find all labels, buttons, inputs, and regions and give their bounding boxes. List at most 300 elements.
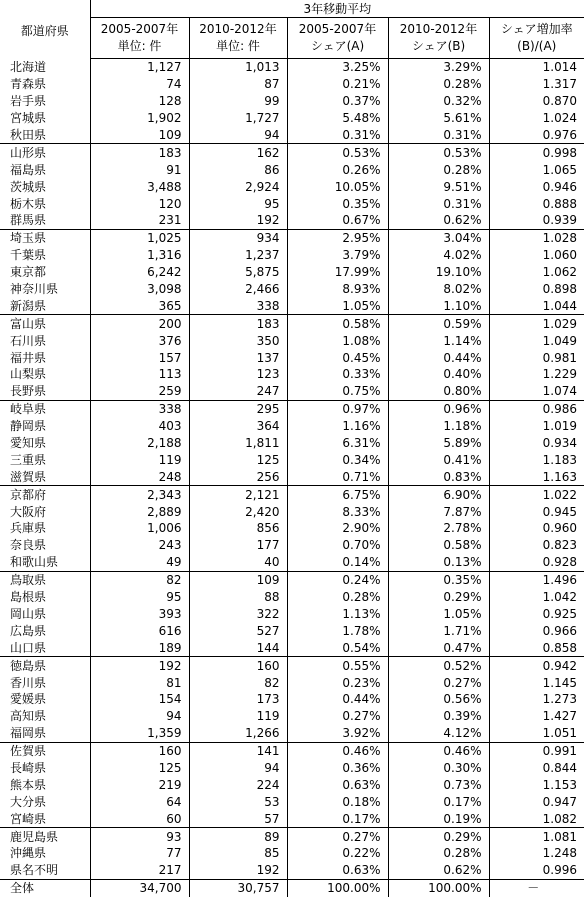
share-ratio-cell: 0.945 <box>542 504 578 519</box>
count-2005-cell: 338 <box>90 400 189 417</box>
count-2005-cell: 393 <box>90 606 189 623</box>
prefecture-cell: 富山県 <box>0 315 90 332</box>
count-2005-cell: 109 <box>90 127 189 144</box>
table-row <box>0 776 584 793</box>
share-a-cell: 0.46% <box>287 742 388 759</box>
share-ratio-cell: 1.065 <box>542 162 578 177</box>
count-2010-cell: 57 <box>189 810 287 827</box>
count-2005-cell: 113 <box>90 366 189 383</box>
table-row <box>0 332 584 349</box>
share-ratio-cell: 1.081 <box>542 829 578 844</box>
share-a-cell: 0.70% <box>287 537 388 554</box>
share-ratio-cell: 0.966 <box>542 623 578 638</box>
count-2010-cell: 192 <box>189 212 287 229</box>
share-a-cell: 6.31% <box>287 435 388 452</box>
share-ratio-cell: 0.960 <box>542 521 578 536</box>
share-ratio-cell: 0.934 <box>542 436 578 451</box>
share-ratio-cell: 1.060 <box>542 248 578 263</box>
share-ratio-cell: 0.986 <box>542 402 578 417</box>
prefecture-cell: 宮崎県 <box>0 810 90 827</box>
share-b-cell: 0.40% <box>388 366 489 383</box>
share-a-cell: 8.93% <box>287 281 388 298</box>
share-a-cell: 0.27% <box>287 708 388 725</box>
table-row <box>0 537 584 554</box>
share-b-cell: 0.56% <box>388 691 489 708</box>
table-row <box>0 315 584 332</box>
count-2010-cell: 87 <box>189 76 287 93</box>
share-a-cell: 0.18% <box>287 793 388 810</box>
share-a-cell: 3.92% <box>287 725 388 742</box>
count-2005-cell: 119 <box>90 451 189 468</box>
share-a-cell: 0.28% <box>287 589 388 606</box>
share-ratio-cell: 1.028 <box>542 231 578 246</box>
share-b-cell: 1.18% <box>388 418 489 435</box>
count-2005-cell: 376 <box>90 332 189 349</box>
table-row <box>0 127 584 144</box>
table-row <box>0 297 584 314</box>
share-b-cell: 1.10% <box>388 297 489 314</box>
table-row <box>0 110 584 127</box>
share-ratio-cell: 0.823 <box>542 538 578 553</box>
count-2010-cell: 137 <box>189 349 287 366</box>
share-a-cell: 0.97% <box>287 400 388 417</box>
share-b-cell: 0.28% <box>388 845 489 862</box>
count-2010-cell: 144 <box>189 639 287 656</box>
prefecture-cell: 静岡県 <box>0 418 90 435</box>
count-2010-cell: 350 <box>189 332 287 349</box>
share-ratio-cell: 0.991 <box>542 744 578 759</box>
share-a-cell: 0.36% <box>287 760 388 777</box>
share-a-cell: 1.05% <box>287 297 388 314</box>
header-col-share-ratio-line1: シェア増加率 <box>500 22 573 36</box>
share-ratio-cell: 1.183 <box>542 452 578 467</box>
share-b-cell: 0.39% <box>388 708 489 725</box>
share-b-cell: 5.61% <box>388 110 489 127</box>
prefecture-cell: 長崎県 <box>0 760 90 777</box>
share-ratio-cell: 1.044 <box>489 297 584 314</box>
share-a-cell: 0.22% <box>287 845 388 862</box>
prefecture-cell: 新潟県 <box>0 297 90 314</box>
prefecture-cell: 京都府 <box>0 486 90 503</box>
share-ratio-cell: 0.870 <box>542 94 578 109</box>
prefecture-cell: 奈良県 <box>0 537 90 554</box>
count-2005-cell: 192 <box>90 657 189 674</box>
share-b-cell: 0.28% <box>388 161 489 178</box>
prefecture-cell: 沖縄県 <box>0 845 90 862</box>
count-2010-cell: 2,924 <box>189 178 287 195</box>
prefecture-cell: 東京都 <box>0 264 90 281</box>
count-2010-cell: 338 <box>189 297 287 314</box>
share-a-cell: 1.08% <box>287 332 388 349</box>
share-a-cell: 6.75% <box>287 486 388 503</box>
share-b-cell: 0.13% <box>388 554 489 571</box>
table-row <box>0 657 584 674</box>
count-2005-cell: 403 <box>90 418 189 435</box>
share-ratio-cell: 1.022 <box>542 487 578 502</box>
share-a-cell: 0.54% <box>287 639 388 656</box>
prefecture-cell: 鹿児島県 <box>0 828 90 845</box>
share-b-cell: 0.59% <box>388 315 489 332</box>
table-row <box>0 178 584 195</box>
count-2010-cell: 1,237 <box>189 247 287 264</box>
share-b-cell: 0.73% <box>388 776 489 793</box>
count-2005-cell: 91 <box>90 161 189 178</box>
count-2010-cell: 82 <box>189 674 287 691</box>
table-row <box>0 520 584 537</box>
share-b-cell: 1.05% <box>388 606 489 623</box>
table-row <box>0 451 584 468</box>
share-ratio-cell: 0.942 <box>542 658 578 673</box>
share-a-cell: 5.48% <box>287 110 388 127</box>
prefecture-cell: 神奈川県 <box>0 281 90 298</box>
share-a-cell: 0.63% <box>287 776 388 793</box>
prefecture-cell: 兵庫県 <box>0 520 90 537</box>
prefecture-cell: 香川県 <box>0 674 90 691</box>
header-col-share-b-line1: 2010-2012年 <box>399 22 478 36</box>
prefecture-cell: 熊本県 <box>0 776 90 793</box>
share-ratio-cell: 1.074 <box>489 383 584 400</box>
count-2010-cell: 86 <box>189 161 287 178</box>
share-ratio-cell: 1.042 <box>542 590 578 605</box>
count-2010-cell: 88 <box>189 589 287 606</box>
count-2010-cell: 141 <box>189 742 287 759</box>
share-ratio-cell: 0.844 <box>542 760 578 775</box>
table-row <box>0 708 584 725</box>
header-row-top <box>0 0 584 18</box>
share-a-cell: 0.35% <box>287 195 388 212</box>
prefecture-cell: 島根県 <box>0 589 90 606</box>
share-a-cell: 17.99% <box>287 264 388 281</box>
table-row <box>0 571 584 588</box>
count-2005-cell: 3,488 <box>90 178 189 195</box>
share-a-cell: 0.67% <box>287 212 388 229</box>
prefecture-cell: 山形県 <box>0 144 90 161</box>
share-b-cell: 0.52% <box>388 657 489 674</box>
count-2005-cell: 1,359 <box>90 725 189 742</box>
share-ratio-cell: 0.925 <box>542 606 578 621</box>
count-2005-cell: 154 <box>90 691 189 708</box>
share-ratio-cell: 1.082 <box>489 810 584 827</box>
header-col-share-ratio-line2: (B)/(A) <box>517 39 557 53</box>
share-b-cell: 9.51% <box>388 178 489 195</box>
count-2010-cell: 123 <box>189 366 287 383</box>
share-a-cell: 0.23% <box>287 674 388 691</box>
table-row <box>0 691 584 708</box>
share-a-cell: 0.58% <box>287 315 388 332</box>
share-a-cell: 0.21% <box>287 76 388 93</box>
share-b-cell: 0.27% <box>388 674 489 691</box>
table-row <box>0 281 584 298</box>
table-row <box>0 828 584 845</box>
share-a-cell: 8.33% <box>287 503 388 520</box>
table-row <box>0 862 584 879</box>
share-ratio-cell: 1.153 <box>542 777 578 792</box>
share-b-cell: 1.14% <box>388 332 489 349</box>
count-2010-cell: 2,420 <box>189 503 287 520</box>
table-row <box>0 435 584 452</box>
count-2010-cell: 30,757 <box>189 879 287 896</box>
count-2010-cell: 2,121 <box>189 486 287 503</box>
share-b-cell: 0.46% <box>388 742 489 759</box>
share-ratio-cell: 0.939 <box>489 212 584 229</box>
count-2005-cell: 248 <box>90 468 189 485</box>
table-row <box>0 674 584 691</box>
count-2010-cell: 1,266 <box>189 725 287 742</box>
share-ratio-cell: 0.976 <box>489 127 584 144</box>
share-b-cell: 0.29% <box>388 589 489 606</box>
prefecture-cell: 茨城県 <box>0 178 90 195</box>
count-2005-cell: 34,700 <box>90 879 189 896</box>
count-2005-cell: 95 <box>90 589 189 606</box>
share-a-cell: 0.27% <box>287 828 388 845</box>
share-b-cell: 0.80% <box>388 383 489 400</box>
count-2005-cell: 1,127 <box>90 59 189 76</box>
table-row <box>0 845 584 862</box>
count-2010-cell: 40 <box>189 554 287 571</box>
table-row <box>0 349 584 366</box>
header-prefecture: 都道府県 <box>0 0 90 59</box>
prefecture-cell: 長野県 <box>0 383 90 400</box>
count-2005-cell: 219 <box>90 776 189 793</box>
prefecture-cell: 埼玉県 <box>0 229 90 246</box>
table-row <box>0 503 584 520</box>
share-a-cell: 0.31% <box>287 127 388 144</box>
count-2005-cell: 157 <box>90 349 189 366</box>
count-2005-cell: 616 <box>90 622 189 639</box>
share-b-cell: 0.19% <box>388 810 489 827</box>
count-2005-cell: 243 <box>90 537 189 554</box>
share-ratio-cell: 1.317 <box>542 77 578 92</box>
count-2005-cell: 160 <box>90 742 189 759</box>
prefecture-cell: 広島県 <box>0 622 90 639</box>
count-2005-cell: 189 <box>90 639 189 656</box>
count-2010-cell: 5,875 <box>189 264 287 281</box>
share-ratio-cell: 1.029 <box>542 316 578 331</box>
count-2010-cell: 109 <box>189 571 287 588</box>
count-2005-cell: 3,098 <box>90 281 189 298</box>
prefecture-cell: 岩手県 <box>0 93 90 110</box>
share-ratio-cell: 1.248 <box>542 846 578 861</box>
share-a-cell: 100.00% <box>287 879 388 896</box>
table-row <box>0 639 584 656</box>
count-2005-cell: 217 <box>90 862 189 879</box>
share-a-cell: 0.17% <box>287 810 388 827</box>
prefecture-cell: 大阪府 <box>0 503 90 520</box>
share-b-cell: 19.10% <box>388 264 489 281</box>
table-row <box>0 247 584 264</box>
count-2005-cell: 49 <box>90 554 189 571</box>
share-b-cell: 0.44% <box>388 349 489 366</box>
count-2005-cell: 82 <box>90 571 189 588</box>
header-col-count-2010-line2: 単位: 件 <box>216 39 260 53</box>
share-a-cell: 0.24% <box>287 571 388 588</box>
header-col-share-a <box>287 18 388 59</box>
share-ratio-cell: 0.981 <box>542 350 578 365</box>
count-2005-cell: 1,025 <box>90 229 189 246</box>
table-row <box>0 606 584 623</box>
table-row <box>0 810 584 827</box>
count-2005-cell: 2,343 <box>90 486 189 503</box>
share-b-cell: 0.96% <box>388 400 489 417</box>
share-a-cell: 0.75% <box>287 383 388 400</box>
header-col-share-ratio <box>489 18 584 59</box>
count-2010-cell: 53 <box>189 793 287 810</box>
prefecture-cell: 秋田県 <box>0 127 90 144</box>
table-row <box>0 468 584 485</box>
count-2010-cell: 1,727 <box>189 110 287 127</box>
count-2005-cell: 6,242 <box>90 264 189 281</box>
share-a-cell: 0.63% <box>287 862 388 879</box>
count-2010-cell: 527 <box>189 622 287 639</box>
count-2005-cell: 200 <box>90 315 189 332</box>
share-ratio-cell: 0.947 <box>542 794 578 809</box>
count-2005-cell: 1,316 <box>90 247 189 264</box>
prefecture-cell: 北海道 <box>0 59 90 76</box>
prefecture-cell: 全体 <box>0 879 90 896</box>
table-row <box>0 418 584 435</box>
share-b-cell: 4.02% <box>388 247 489 264</box>
prefecture-cell: 愛媛県 <box>0 691 90 708</box>
prefecture-cell: 大分県 <box>0 793 90 810</box>
share-b-cell: 0.30% <box>388 760 489 777</box>
table-row <box>0 229 584 246</box>
share-b-cell: 0.47% <box>388 639 489 656</box>
share-a-cell: 0.53% <box>287 144 388 161</box>
share-a-cell: 10.05% <box>287 178 388 195</box>
header-col-count-2005-line2: 単位: 件 <box>117 39 162 53</box>
prefecture-cell: 岡山県 <box>0 606 90 623</box>
count-2005-cell: 120 <box>90 195 189 212</box>
prefecture-cell: 栃木県 <box>0 195 90 212</box>
count-2010-cell: 256 <box>189 468 287 485</box>
header-col-count-2010-line1: 2010-2012年 <box>199 22 277 36</box>
count-2010-cell: 119 <box>189 708 287 725</box>
share-b-cell: 7.87% <box>388 503 489 520</box>
count-2005-cell: 74 <box>90 76 189 93</box>
prefecture-cell: 群馬県 <box>0 212 90 229</box>
count-2010-cell: 125 <box>189 451 287 468</box>
table-row <box>0 383 584 400</box>
share-a-cell: 0.37% <box>287 93 388 110</box>
header-moving-average: 3年移動平均 <box>90 0 584 18</box>
prefecture-cell: 青森県 <box>0 76 90 93</box>
count-2010-cell: 94 <box>189 127 287 144</box>
prefecture-cell: 千葉県 <box>0 247 90 264</box>
share-b-cell: 5.89% <box>388 435 489 452</box>
count-2010-cell: 89 <box>189 828 287 845</box>
table-row <box>0 144 584 161</box>
share-b-cell: 3.04% <box>388 229 489 246</box>
total-row <box>0 879 584 896</box>
count-2005-cell: 128 <box>90 93 189 110</box>
share-ratio-cell: 0.946 <box>542 179 578 194</box>
share-a-cell: 1.13% <box>287 606 388 623</box>
table-row <box>0 366 584 383</box>
share-b-cell: 6.90% <box>388 486 489 503</box>
count-2005-cell: 81 <box>90 674 189 691</box>
share-a-cell: 1.78% <box>287 622 388 639</box>
header-col-count-2010 <box>189 18 287 59</box>
count-2010-cell: 1,811 <box>189 435 287 452</box>
share-b-cell: 0.62% <box>388 862 489 879</box>
share-b-cell: 1.71% <box>388 622 489 639</box>
share-b-cell: 0.53% <box>388 144 489 161</box>
share-a-cell: 0.44% <box>287 691 388 708</box>
share-a-cell: 3.79% <box>287 247 388 264</box>
share-b-cell: 0.35% <box>388 571 489 588</box>
count-2010-cell: 856 <box>189 520 287 537</box>
count-2005-cell: 365 <box>90 297 189 314</box>
header-col-share-b <box>388 18 489 59</box>
share-a-cell: 1.16% <box>287 418 388 435</box>
share-ratio-cell: 0.998 <box>542 145 578 160</box>
count-2010-cell: 1,013 <box>189 59 287 76</box>
share-ratio-cell: 1.019 <box>542 419 578 434</box>
share-a-cell: 2.90% <box>287 520 388 537</box>
share-ratio-cell: 1.051 <box>489 725 584 742</box>
prefecture-cell: 福岡県 <box>0 725 90 742</box>
share-ratio-cell: 1.229 <box>542 367 578 382</box>
count-2005-cell: 183 <box>90 144 189 161</box>
share-b-cell: 0.62% <box>388 212 489 229</box>
count-2010-cell: 162 <box>189 144 287 161</box>
share-b-cell: 0.32% <box>388 93 489 110</box>
share-ratio-cell: 1.427 <box>542 709 578 724</box>
table-row <box>0 793 584 810</box>
share-b-cell: 0.58% <box>388 537 489 554</box>
table-row <box>0 622 584 639</box>
share-b-cell: 0.31% <box>388 195 489 212</box>
prefecture-cell: 石川県 <box>0 332 90 349</box>
share-b-cell: 100.00% <box>388 879 489 896</box>
share-b-cell: 0.29% <box>388 828 489 845</box>
count-2010-cell: 85 <box>189 845 287 862</box>
count-2005-cell: 77 <box>90 845 189 862</box>
share-ratio-cell: 1.496 <box>542 573 578 588</box>
header-col-share-a-line1: 2005-2007年 <box>298 22 377 36</box>
table-row <box>0 725 584 742</box>
count-2010-cell: 364 <box>189 418 287 435</box>
share-ratio-cell: 1.062 <box>542 265 578 280</box>
table-row <box>0 93 584 110</box>
count-2005-cell: 1,006 <box>90 520 189 537</box>
table-row <box>0 264 584 281</box>
prefecture-cell: 徳島県 <box>0 657 90 674</box>
share-ratio-cell: 1.049 <box>542 333 578 348</box>
share-ratio-cell: 1.163 <box>489 468 584 485</box>
prefecture-cell: 三重県 <box>0 451 90 468</box>
header-col-count-2005 <box>90 18 189 59</box>
prefecture-cell: 佐賀県 <box>0 742 90 759</box>
count-2005-cell: 2,889 <box>90 503 189 520</box>
count-2010-cell: 2,466 <box>189 281 287 298</box>
share-b-cell: 0.28% <box>388 76 489 93</box>
share-ratio-cell: 0.888 <box>542 196 578 211</box>
share-b-cell: 3.29% <box>388 59 489 76</box>
header-col-share-b-line2: シェア(B) <box>411 39 466 53</box>
table-row <box>0 742 584 759</box>
share-a-cell: 0.26% <box>287 161 388 178</box>
header-col-count-2005-line1: 2005-2007年 <box>100 22 179 36</box>
prefecture-cell: 県名不明 <box>0 862 90 879</box>
prefecture-cell: 岐阜県 <box>0 400 90 417</box>
share-b-cell: 0.31% <box>388 127 489 144</box>
table-row <box>0 76 584 93</box>
share-ratio-cell: 0.898 <box>542 282 578 297</box>
count-2005-cell: 125 <box>90 760 189 777</box>
prefecture-cell: 福島県 <box>0 161 90 178</box>
count-2005-cell: 1,902 <box>90 110 189 127</box>
